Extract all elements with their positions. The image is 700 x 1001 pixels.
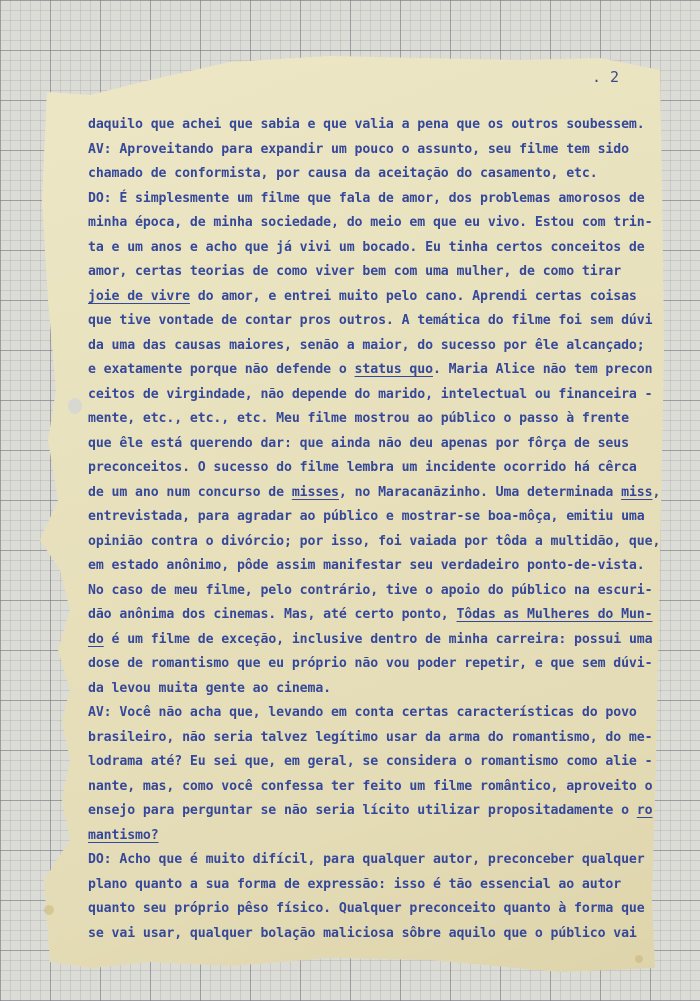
text-line (88, 701, 648, 726)
text-line (88, 873, 648, 898)
page-number: . 2 (592, 68, 620, 86)
text-line (88, 677, 648, 702)
text-line (88, 897, 648, 922)
text-line (88, 113, 648, 138)
text-line (88, 432, 648, 457)
text-line (88, 358, 653, 383)
text-span: nante, mas, como você confessa ter feito um filme romântico, aproveito o (88, 778, 653, 794)
text-line (88, 579, 653, 604)
text-line (88, 211, 653, 236)
underlined-text: miss (621, 484, 653, 500)
text-span: que tive vontade de contar pros outros. A temática do filme foi sem dúvi (88, 313, 653, 328)
text-line (88, 628, 653, 653)
text-line (88, 848, 648, 873)
text-line (88, 309, 653, 334)
text-span: é um filme de exceção, inclusive dentro de minha carreira: possui uma (103, 631, 653, 647)
text-span: ta e um anos e acho que já vivi um bocado. Eu tinha certos conceitos de (88, 239, 645, 255)
text-span: AV: Você não acha que, levando em conta certas características do povo (88, 705, 637, 720)
text-line (88, 260, 648, 285)
text-span: AV: Aproveitando para expandir um pouco o assunto, seu filme tem sido (88, 141, 629, 157)
text-span: ceitos de virgindade, não depende do marido, intelectual ou financeira - (88, 386, 653, 402)
underlined-text: ro (636, 803, 653, 818)
text-line (88, 162, 648, 187)
paper-stain (44, 905, 54, 915)
text-line (88, 554, 648, 579)
text-span: do amor, e entrei muito pelo cano. Aprendi certas coisas (189, 288, 637, 304)
text-span: e exatamente porque não defende o (88, 362, 355, 377)
text-line (88, 456, 648, 481)
underlined-text: status quo (354, 362, 433, 377)
text-span: amor, certas teorias de como viver bem com uma mulher, de como tirar (88, 264, 622, 279)
text-span: plano quanto a sua forma de expressão: isso é tão essencial ao autor (88, 876, 622, 892)
text-span: No caso de meu filme, pelo contrário, tive o apoio do público na escuri- (88, 582, 653, 598)
text-span: se vai usar, qualquer bolação maliciosa sôbre aquilo que o público vai (88, 925, 637, 941)
text-line (88, 407, 648, 432)
text-span: chamado de conformista, por causa da aceitação do casamento, etc. (88, 166, 598, 181)
text-span: lodrama até? Eu sei que, em geral, se considera o romantismo como alie - (88, 754, 653, 769)
text-line (88, 481, 661, 506)
text-line (88, 383, 653, 408)
text-span: DO: Acho que é muito difícil, para qualquer autor, preconceber qualquer (88, 852, 645, 867)
text-span: de um ano num concurso de (88, 484, 292, 500)
underlined-text: mantismo? (88, 827, 159, 843)
text-line (88, 775, 653, 800)
text-line (88, 922, 648, 947)
text-span: mente, etc., etc., etc. Meu filme mostrou ao público o passo à frente (88, 411, 629, 426)
text-span: entrevistada, para agradar ao público e mostrar-se boa-môça, emitiu uma (88, 509, 645, 524)
text-span: que êle está querendo dar: que ainda não deu apenas por fôrça de seus (88, 435, 629, 451)
text-span: em estado anônimo, pôde assim manifestar seu verdadeiro ponto-de-vista. (88, 558, 645, 573)
text-span: quanto seu próprio pêso físico. Qualquer preconceito quanto à forma que (88, 901, 645, 916)
text-line (88, 603, 653, 628)
punch-hole (68, 398, 82, 414)
text-line (88, 285, 648, 310)
text-line (88, 334, 648, 359)
underlined-text: joie de vivre (88, 288, 190, 304)
paper-stain (635, 955, 643, 963)
text-span: ensejo para perguntar se não seria lícito utilizar propositadamente o (88, 803, 637, 818)
text-span: , no Maracanãzinho. Uma determinada (338, 484, 622, 500)
text-span: preconceitos. O sucesso do filme lembra um incidente ocorrido há cêrca (88, 460, 637, 475)
text-line (88, 236, 648, 261)
typewritten-text (88, 113, 661, 946)
text-line (88, 530, 661, 555)
underlined-text: misses (291, 484, 339, 500)
text-line (88, 750, 653, 775)
text-span: DO: É simplesmente um filme que fala de amor, dos problemas amorosos de (88, 190, 645, 206)
text-line (88, 138, 648, 163)
text-line (88, 799, 653, 824)
text-span: opinião contra o divórcio; por isso, foi vaiada por tôda a multidão, que, (88, 533, 661, 549)
text-span: dão anônima dos cinemas. Mas, até certo ponto, (88, 607, 457, 622)
text-line (88, 652, 653, 677)
text-span: da levou muita gente ao cinema. (88, 680, 332, 696)
text-span: , (652, 484, 661, 500)
text-span: minha época, de minha sociedade, do meio em que eu vivo. Estou com trin- (88, 215, 653, 230)
text-line (88, 726, 653, 751)
underlined-text: do (88, 631, 104, 647)
underlined-text: Tôdas as Mulheres do Mun- (456, 607, 653, 622)
text-line (88, 824, 648, 849)
text-span: da uma das causas maiores, senão a maior, do sucesso por êle alcançado; (88, 337, 645, 353)
text-span: dose de romantismo que eu próprio não vou poder repetir, e que sem dúvi- (88, 656, 653, 671)
text-line (88, 187, 648, 212)
text-span: daquilo que achei que sabia e que valia a pena que os outros soubessem. (88, 117, 645, 132)
text-span: brasileiro, não seria talvez legítimo usar da arma do romantismo, do me- (88, 729, 653, 745)
text-line (88, 505, 648, 530)
text-span: . Maria Alice não tem precon (432, 362, 653, 377)
